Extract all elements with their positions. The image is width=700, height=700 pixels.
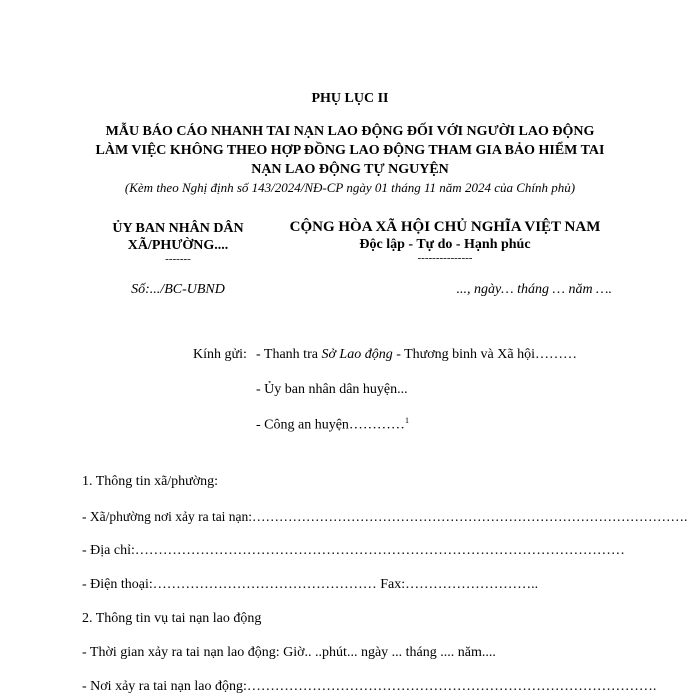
recipient-item: - Ủy ban nhân dân huyện... (256, 382, 408, 397)
date-line: ..., ngày… tháng … năm …. (456, 282, 612, 297)
recipient-item-text: - Công an huyện………… (256, 417, 405, 433)
issuer-line-2: XÃ/PHƯỜNG.... (127, 238, 229, 253)
annex-title: PHỤ LỤC II (311, 91, 389, 106)
document-number: Số:.../BC-UBND (131, 282, 225, 297)
form-title-line-1: MẪU BÁO CÁO NHANH TAI NẠN LAO ĐỘNG ĐỐI VỚI NGƯỜI LAO ĐỘNG (105, 124, 595, 139)
footnote-marker: 1 (404, 416, 409, 425)
field-row: - Địa chỉ:…………………………………………………………………………………………… (82, 543, 625, 558)
national-motto: Độc lập - Tự do - Hạnh phúc (359, 237, 531, 252)
recipient-item: - Thanh tra Sở Lao động - Thương binh và Xã hội……… (256, 347, 577, 362)
section-2-heading: 2. Thông tin vụ tai nạn lao động (82, 611, 262, 626)
issuer-line-1: ỦY BAN NHÂN DÂN (112, 221, 244, 236)
section-1-heading: 1. Thông tin xã/phường: (82, 474, 219, 489)
recipient-emphasis: Sở Lao động (321, 347, 393, 362)
form-title-line-3: NẠN LAO ĐỘNG TỰ NGUYỆN (251, 162, 449, 177)
decree-note: (Kèm theo Nghị định số 143/2024/NĐ-CP ngày 01 tháng 11 năm 2024 của Chính phủ) (124, 180, 576, 195)
field-row: - Điện thoại:………………………………………… Fax:……………………….. (82, 577, 539, 592)
national-separator: --------------- (417, 252, 473, 264)
field-row: - Nơi xảy ra tai nạn lao động:……………………………………………………………………………. (82, 679, 657, 694)
field-row: - Xã/phường nơi xảy ra tai nạn:……………………………………………………………………………………. (82, 509, 688, 524)
recipients-label: Kính gửi: (193, 347, 247, 362)
issuer-separator: ------- (165, 253, 191, 265)
field-row: - Thời gian xảy ra tai nạn lao động: Giờ.. ..phút... ngày ... tháng .... năm.... (82, 645, 496, 660)
recipient-item (256, 416, 409, 434)
form-title-line-2: LÀM VIỆC KHÔNG THEO HỢP ĐỒNG LAO ĐỘNG THAM GIA BẢO HIỂM TAI (95, 143, 605, 158)
national-title: CỘNG HÒA XÃ HỘI CHỦ NGHĨA VIỆT NAM (289, 219, 601, 235)
